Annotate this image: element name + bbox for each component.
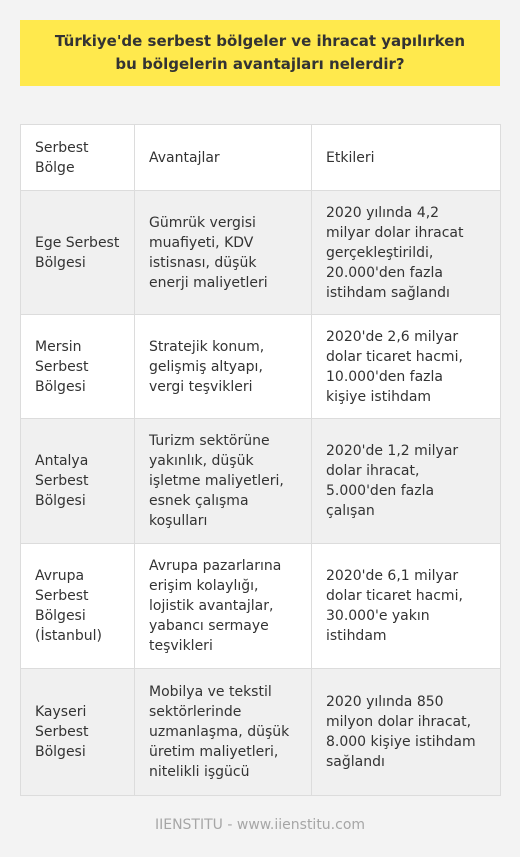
footer-credit: IIENSTITU - www.iienstitu.com [154,817,366,833]
header-serbest-bolge: Serbest Bölge [21,125,135,191]
cell-zone: Kayseri Serbest Bölgesi [21,669,135,796]
cell-effects: 2020'de 6,1 milyar dolar ticaret hacmi, 30.000'e yakın istihdam [312,544,501,669]
page-title: Türkiye'de serbest bölgeler ve ihracat yapılırken bu bölgelerin avantajları nelerdir? [54,32,466,73]
table-row [21,419,501,544]
cell-advantages: Mobilya ve tekstil sektörlerinde uzmanlaşma, düşük üretim maliyetleri, nitelikli işgücü [135,669,312,796]
cell-zone: Antalya Serbest Bölgesi [21,419,135,544]
table-row [21,544,501,669]
cell-advantages: Stratejik konum, gelişmiş altyapı, vergi teşvikleri [135,315,312,419]
header-etkileri: Etkileri [312,125,501,191]
table-row [21,315,501,419]
cell-effects: 2020 yılında 4,2 milyar dolar ihracat gerçekleştirildi, 20.000'den fazla istihdam sağlandı [312,191,501,315]
table-row [21,669,501,796]
header-avantajlar: Avantajlar [135,125,312,191]
title-banner [20,20,500,86]
table-row [21,191,501,315]
cell-advantages: Avrupa pazarlarına erişim kolaylığı, lojistik avantajlar, yabancı sermaye teşvikleri [135,544,312,669]
free-zones-table [20,124,501,796]
cell-effects: 2020'de 2,6 milyar dolar ticaret hacmi, 10.000'den fazla kişiye istihdam [312,315,501,419]
cell-effects: 2020 yılında 850 milyon dolar ihracat, 8.000 kişiye istihdam sağlandı [312,669,501,796]
cell-advantages: Turizm sektörüne yakınlık, düşük işletme maliyetleri, esnek çalışma koşulları [135,419,312,544]
cell-effects: 2020'de 1,2 milyar dolar ihracat, 5.000'den fazla çalışan [312,419,501,544]
cell-zone: Mersin Serbest Bölgesi [21,315,135,419]
cell-zone: Ege Serbest Bölgesi [21,191,135,315]
cell-advantages: Gümrük vergisi muafiyeti, KDV istisnası, düşük enerji maliyetleri [135,191,312,315]
cell-zone: Avrupa Serbest Bölgesi (İstanbul) [21,544,135,669]
table-header-row [21,125,501,191]
